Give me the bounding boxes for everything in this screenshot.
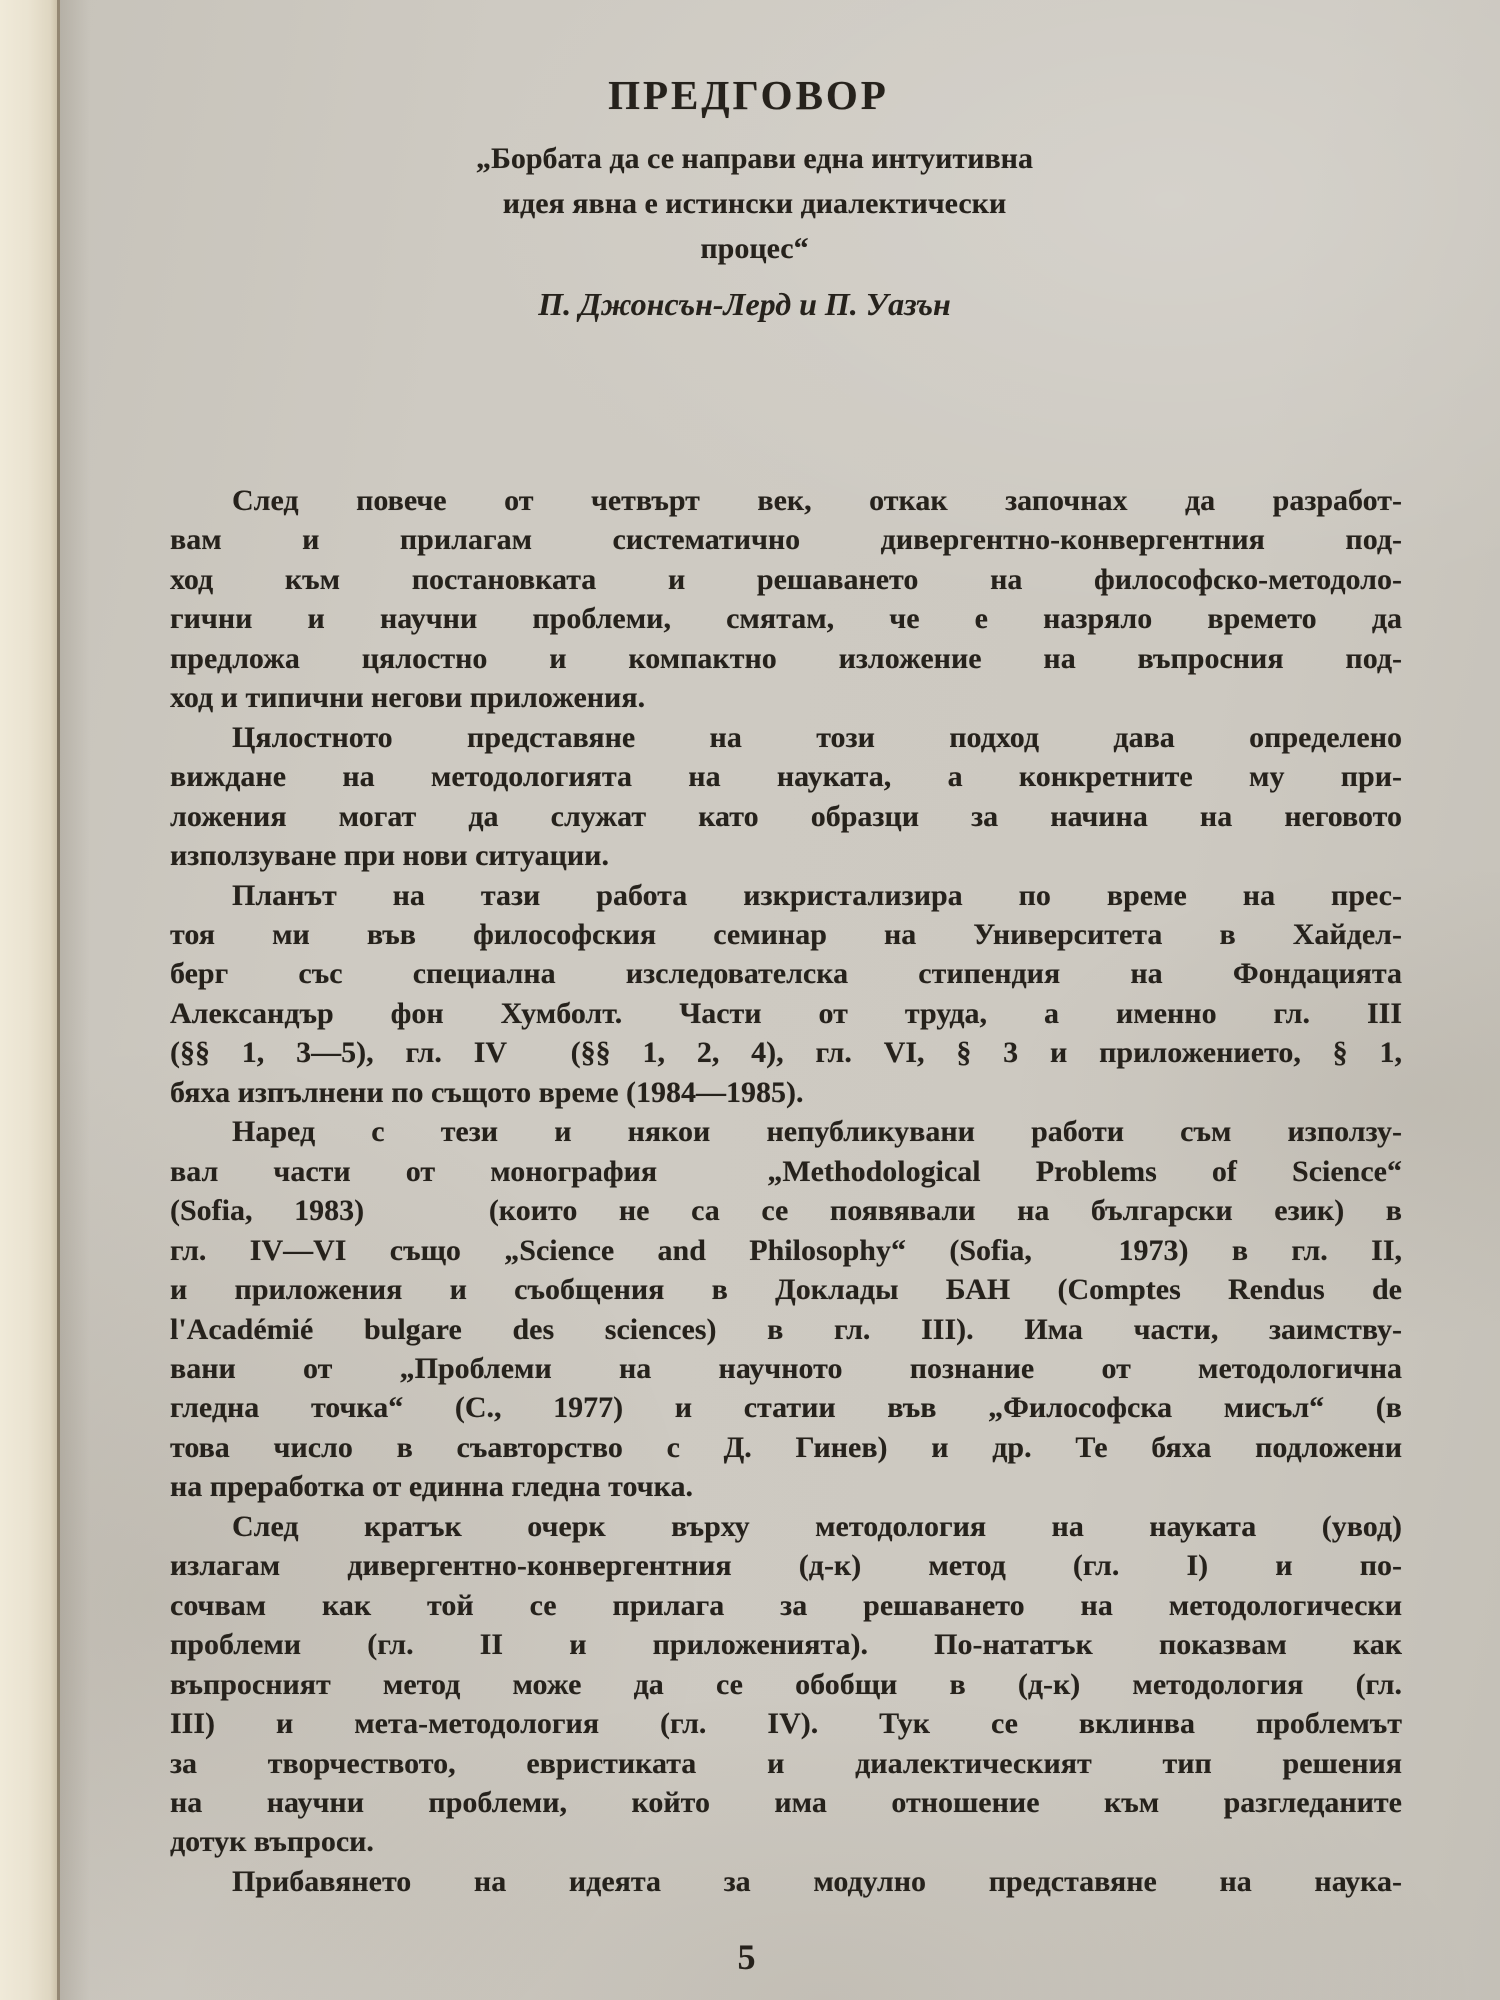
text-line: това число в съавторство с Д. Гинев) и др. Те бяха подложени bbox=[170, 1430, 1402, 1464]
paragraph bbox=[170, 876, 1402, 1113]
text-line: излагам дивергентно-конвергентния (д-к) метод (гл. I) и по- bbox=[170, 1549, 1402, 1583]
text-line: Александър фон Хумболт. Части от труда, а именно гл. III bbox=[170, 996, 1402, 1030]
text-line: сочвам как той се прилага за решаването на методологически bbox=[170, 1588, 1402, 1622]
text-line: вал части от монография „Methodological Problems of Science“ bbox=[170, 1154, 1402, 1188]
text-line: вани от „Проблеми на научното познание от методологична bbox=[170, 1351, 1402, 1385]
paragraph bbox=[170, 1507, 1402, 1862]
text-line: ход и типични негови приложения. bbox=[170, 681, 646, 715]
text-line: След повече от четвърт век, откак започнах да разработ- bbox=[232, 484, 1402, 517]
paragraph bbox=[170, 481, 1402, 718]
text-line: берг със специална изследователска стипендия на Фондацията bbox=[170, 957, 1402, 991]
epigraph bbox=[33, 136, 1476, 271]
text-line: въпросният метод може да се обобщи в (д-к) методология (гл. bbox=[170, 1667, 1402, 1701]
epigraph-line: „Борбата да се направи една интуитивна bbox=[476, 142, 1033, 175]
text-line: гл. IV—VI също „Science and Philosophy“ (Sofia, 1973) в гл. II, bbox=[170, 1233, 1402, 1267]
text-line: (Sofia, 1983) (които не са се появявали на български език) в bbox=[170, 1194, 1402, 1228]
text-line: ход към постановката и решаването на философско-методоло- bbox=[170, 562, 1402, 596]
body-text bbox=[170, 481, 1402, 1901]
page-number: 5 bbox=[737, 1937, 756, 1977]
text-line: дотук въпроси. bbox=[170, 1825, 374, 1859]
paragraph bbox=[170, 1862, 1402, 1901]
epigraph-line: процес“ bbox=[700, 232, 809, 265]
epigraph-line: идея явна е истински диалектически bbox=[502, 187, 1007, 220]
page-title: ПРЕДГОВОР bbox=[608, 72, 889, 118]
text-line: Прибавянето на идеята за модулно представяне на наука- bbox=[232, 1864, 1402, 1898]
text-line: и приложения и съобщения в Доклады БАН (Comptes Rendus de bbox=[170, 1273, 1402, 1307]
text-line: за творчеството, евристиката и диалектическият тип решения bbox=[170, 1746, 1402, 1780]
text-line: ложения могат да служат като образци за начина на неговото bbox=[170, 799, 1402, 833]
page-content bbox=[57, 0, 1500, 2000]
epigraph-attribution: П. Джонсън-Лерд и П. Уазън bbox=[538, 286, 951, 322]
text-line: тоя ми във философския семинар на Университета в Хайдел- bbox=[170, 917, 1402, 951]
paragraph bbox=[170, 718, 1402, 876]
text-line: бяха изпълнени по същото време (1984—1985). bbox=[170, 1075, 804, 1109]
text-line: III) и мета-методология (гл. IV). Тук се вклинва проблемът bbox=[170, 1707, 1402, 1741]
text-line: гични и научни проблеми, смятам, че е назряло времето да bbox=[170, 602, 1402, 636]
text-line: Планът на тази работа изкристализира по време на прес- bbox=[232, 878, 1402, 912]
paragraph bbox=[170, 1112, 1402, 1507]
text-line: гледна точка“ (С., 1977) и статии във „Философска мисъл“ (в bbox=[170, 1391, 1402, 1425]
text-line: Цялостното представяне на този подход дава определено bbox=[232, 720, 1402, 754]
text-line: проблеми (гл. II и приложенията). По-нататък показвам как bbox=[170, 1628, 1402, 1662]
text-line: на научни проблеми, който има отношение към разгледаните bbox=[170, 1785, 1402, 1819]
text-line: (§§ 1, 3—5), гл. IV (§§ 1, 2, 4), гл. VI, § 3 и приложението, § 1, bbox=[170, 1036, 1402, 1070]
text-line: използуване при нови ситуации. bbox=[170, 839, 609, 873]
text-line: предложа цялостно и компактно изложение на въпросния под- bbox=[170, 641, 1402, 675]
text-line: След кратък очерк върху методология на науката (увод) bbox=[232, 1509, 1402, 1543]
text-line: l'Académié bulgare des sciences) в гл. III). Има части, заимству- bbox=[170, 1312, 1402, 1346]
text-line: Наред с тези и някои непубликувани работи съм използу- bbox=[232, 1115, 1402, 1149]
text-line: виждане на методологията на науката, а конкретните му при- bbox=[170, 760, 1402, 794]
text-line: на преработка от единна гледна точка. bbox=[170, 1470, 693, 1504]
text-line: вам и прилагам систематично дивергентно-конвергентния под- bbox=[170, 523, 1402, 557]
